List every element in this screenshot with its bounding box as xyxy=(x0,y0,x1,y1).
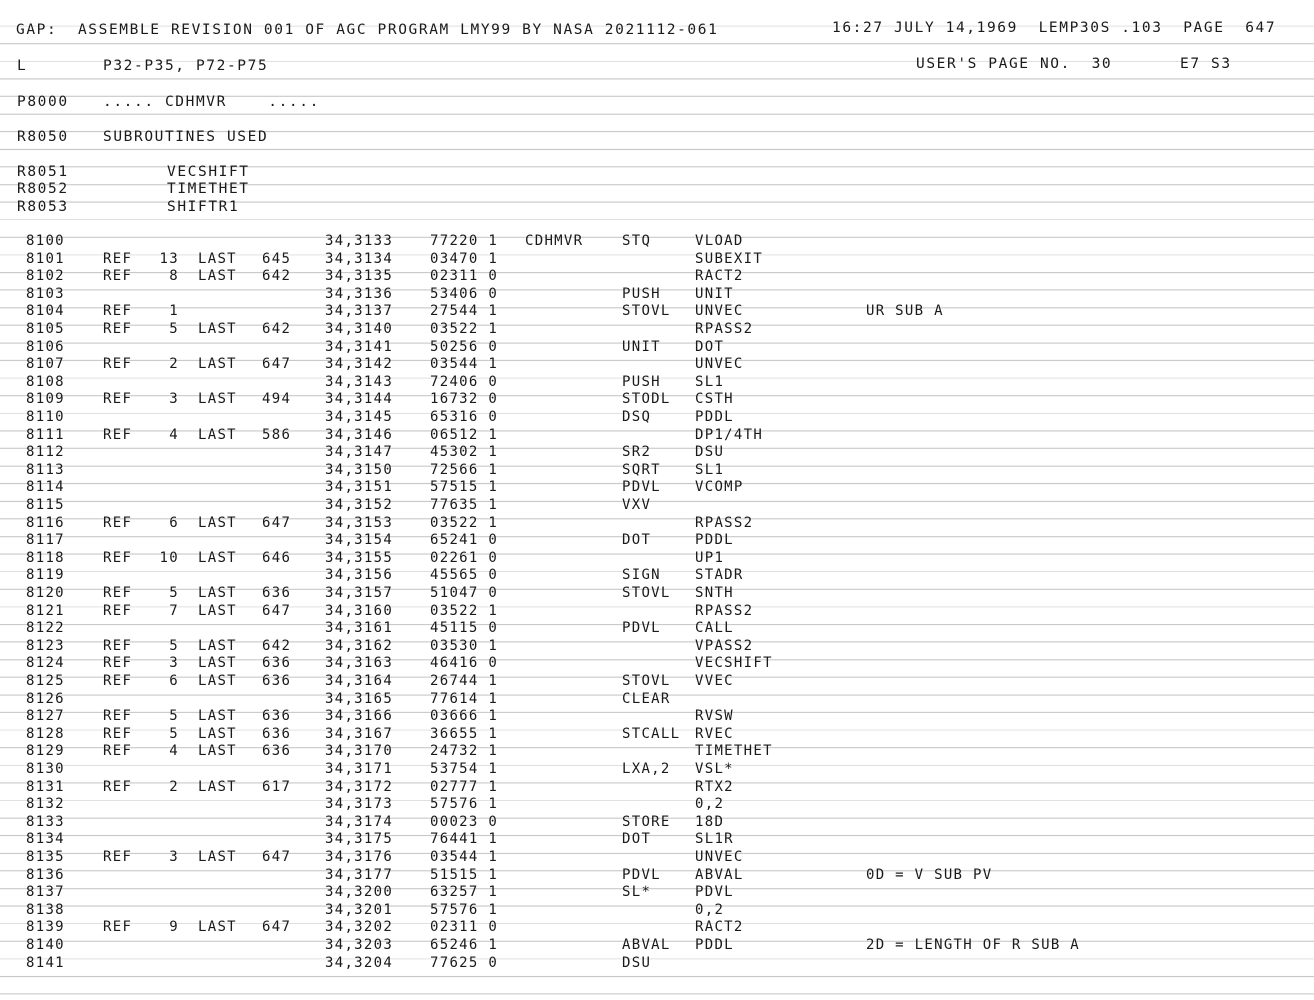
octal-word: 53754 1 xyxy=(430,761,499,777)
octal-word: 45115 0 xyxy=(430,620,499,637)
ref-count: 4 xyxy=(169,743,179,760)
address: 34,3167 xyxy=(325,725,394,742)
line-number: 8112 xyxy=(26,444,65,461)
operand: RPASS2 xyxy=(695,514,754,531)
ref-count: 8 xyxy=(169,268,179,285)
operand: SL1 xyxy=(695,373,725,390)
opcode: ABVAL xyxy=(622,937,671,953)
last-page: 647 xyxy=(262,919,292,936)
last-page: 645 xyxy=(262,250,292,267)
operand: PDDL xyxy=(695,532,734,549)
address: 34,3150 xyxy=(325,461,394,478)
opcode: PUSH xyxy=(622,285,661,302)
address: 34,3174 xyxy=(325,813,394,830)
symbol-label: CDHMVR xyxy=(525,233,584,249)
operand: DP1/4TH xyxy=(695,426,764,443)
line-number: 8137 xyxy=(26,884,65,901)
ref-keyword: REF xyxy=(103,849,133,865)
last-page: 636 xyxy=(262,655,292,672)
line-number: 8100 xyxy=(26,233,65,249)
opcode: PUSH xyxy=(622,373,661,390)
ref-count: 5 xyxy=(169,725,179,742)
operand: PDDL xyxy=(695,937,734,953)
last-keyword: LAST xyxy=(198,602,237,619)
operand: 0,2 xyxy=(695,901,725,918)
octal-word: 03530 1 xyxy=(430,637,499,654)
address: 34,3136 xyxy=(325,285,394,302)
opcode: STOVL xyxy=(622,303,671,320)
ref-count: 2 xyxy=(169,356,179,373)
address: 34,3156 xyxy=(325,567,394,584)
ref-count: 5 xyxy=(169,708,179,725)
line-number: 8113 xyxy=(26,461,65,478)
line-number: 8136 xyxy=(26,866,65,883)
operand: VSL* xyxy=(695,761,734,777)
operand: DSU xyxy=(695,444,725,461)
ref-keyword: REF xyxy=(103,303,133,320)
line-number: 8120 xyxy=(26,585,65,601)
line-number: 8132 xyxy=(26,796,65,813)
last-page: 642 xyxy=(262,268,292,285)
header-left: GAP: ASSEMBLE REVISION 001 OF AGC PROGRAM LMY99 BY NASA 2021112-061 xyxy=(16,22,719,38)
opcode: SR2 xyxy=(622,444,652,461)
operand: SNTH xyxy=(695,585,734,601)
octal-word: 03522 1 xyxy=(430,602,499,619)
line-number: 8118 xyxy=(26,549,65,566)
address: 34,3142 xyxy=(325,356,394,373)
last-page: 636 xyxy=(262,725,292,742)
address: 34,3200 xyxy=(325,884,394,901)
octal-word: 65241 0 xyxy=(430,532,499,549)
opcode: SQRT xyxy=(622,461,661,478)
address: 34,3171 xyxy=(325,761,394,777)
octal-word: 02311 0 xyxy=(430,268,499,285)
ref-count: 6 xyxy=(169,514,179,531)
address: 34,3173 xyxy=(325,796,394,813)
operand: PDVL xyxy=(695,884,734,901)
last-page: 647 xyxy=(262,356,292,373)
operand: 0,2 xyxy=(695,796,725,813)
last-page: 636 xyxy=(262,708,292,725)
octal-word: 57576 1 xyxy=(430,901,499,918)
line-number: 8130 xyxy=(26,761,65,777)
octal-word: 51047 0 xyxy=(430,585,499,601)
opcode: DOT xyxy=(622,831,652,848)
octal-word: 36655 1 xyxy=(430,725,499,742)
user-page-number: USER'S PAGE NO. 30 xyxy=(916,56,1113,72)
subroutines-title: SUBROUTINES USED xyxy=(103,129,269,145)
operand: TIMETHET xyxy=(695,743,773,760)
octal-word: 16732 0 xyxy=(430,391,499,408)
ref-keyword: REF xyxy=(103,514,133,531)
line-number: 8141 xyxy=(26,954,65,971)
octal-word: 65316 0 xyxy=(430,409,499,425)
ref-count: 9 xyxy=(169,919,179,936)
address: 34,3201 xyxy=(325,901,394,918)
line-number: 8117 xyxy=(26,532,65,549)
operand: RTX2 xyxy=(695,778,734,795)
ref-keyword: REF xyxy=(103,250,133,267)
octal-word: 53406 0 xyxy=(430,285,499,302)
line-number: 8140 xyxy=(26,937,65,953)
line-number: 8123 xyxy=(26,637,65,654)
octal-word: 57576 1 xyxy=(430,796,499,813)
opcode: DOT xyxy=(622,532,652,549)
routine-name: ..... CDHMVR ..... xyxy=(103,94,320,110)
last-page: 494 xyxy=(262,391,292,408)
address: 34,3147 xyxy=(325,444,394,461)
octal-word: 77635 1 xyxy=(430,497,499,513)
line-number: 8110 xyxy=(26,409,65,425)
address: 34,3162 xyxy=(325,637,394,654)
ref-count: 5 xyxy=(169,637,179,654)
octal-word: 06512 1 xyxy=(430,426,499,443)
last-page: 586 xyxy=(262,426,292,443)
line-number: 8104 xyxy=(26,303,65,320)
opcode: PDVL xyxy=(622,620,661,637)
ref-keyword: REF xyxy=(103,637,133,654)
operand: SL1 xyxy=(695,461,725,478)
ref-keyword: REF xyxy=(103,356,133,373)
octal-word: 45302 1 xyxy=(430,444,499,461)
address: 34,3140 xyxy=(325,321,394,337)
address: 34,3157 xyxy=(325,585,394,601)
operand: UNVEC xyxy=(695,849,744,865)
octal-word: 02777 1 xyxy=(430,778,499,795)
opcode: STORE xyxy=(622,813,671,830)
line-number: 8106 xyxy=(26,338,65,355)
operand: 18D xyxy=(695,813,725,830)
subroutines-id: R8050 xyxy=(17,129,69,145)
last-page: 647 xyxy=(262,514,292,531)
line-number: 8111 xyxy=(26,426,65,443)
subroutine-id: R8053 xyxy=(17,199,69,215)
line-number: 8116 xyxy=(26,514,65,531)
address: 34,3141 xyxy=(325,338,394,355)
ref-count: 3 xyxy=(169,655,179,672)
operand: VCOMP xyxy=(695,479,744,496)
line-number: 8108 xyxy=(26,373,65,390)
line-number: 8102 xyxy=(26,268,65,285)
octal-word: 51515 1 xyxy=(430,866,499,883)
ref-count: 3 xyxy=(169,391,179,408)
ref-count: 1 xyxy=(169,303,179,320)
line-number: 8129 xyxy=(26,743,65,760)
operand: SUBEXIT xyxy=(695,250,764,267)
opcode: DSQ xyxy=(622,409,652,425)
octal-word: 77625 0 xyxy=(430,954,499,971)
operand: RVSW xyxy=(695,708,734,725)
last-keyword: LAST xyxy=(198,655,237,672)
last-keyword: LAST xyxy=(198,743,237,760)
ref-count: 5 xyxy=(169,321,179,337)
operand: RACT2 xyxy=(695,919,744,936)
operand: RVEC xyxy=(695,725,734,742)
octal-word: 03544 1 xyxy=(430,356,499,373)
line-number: 8121 xyxy=(26,602,65,619)
last-keyword: LAST xyxy=(198,673,237,689)
ref-keyword: REF xyxy=(103,708,133,725)
octal-word: 24732 1 xyxy=(430,743,499,760)
ref-keyword: REF xyxy=(103,426,133,443)
ref-count: 3 xyxy=(169,849,179,865)
address: 34,3203 xyxy=(325,937,394,953)
subroutine-name: TIMETHET xyxy=(167,181,250,197)
address: 34,3164 xyxy=(325,673,394,689)
octal-word: 03470 1 xyxy=(430,250,499,267)
operand: CALL xyxy=(695,620,734,637)
last-keyword: LAST xyxy=(198,268,237,285)
ref-count: 13 xyxy=(159,250,179,267)
comment: 2D = LENGTH OF R SUB A xyxy=(866,937,1081,953)
operand: RACT2 xyxy=(695,268,744,285)
address: 34,3177 xyxy=(325,866,394,883)
last-page: 642 xyxy=(262,321,292,337)
line-number: 8125 xyxy=(26,673,65,689)
ref-keyword: REF xyxy=(103,602,133,619)
address: 34,3151 xyxy=(325,479,394,496)
octal-word: 02311 0 xyxy=(430,919,499,936)
last-keyword: LAST xyxy=(198,585,237,601)
opcode: UNIT xyxy=(622,338,661,355)
ref-keyword: REF xyxy=(103,655,133,672)
line-number: 8139 xyxy=(26,919,65,936)
ref-keyword: REF xyxy=(103,321,133,337)
octal-word: 03666 1 xyxy=(430,708,499,725)
line-number: 8131 xyxy=(26,778,65,795)
ref-count: 5 xyxy=(169,585,179,601)
opcode: STOVL xyxy=(622,673,671,689)
routine-id: P8000 xyxy=(17,94,69,110)
address: 34,3202 xyxy=(325,919,394,936)
operand: VPASS2 xyxy=(695,637,754,654)
subheader-label: L xyxy=(17,58,28,74)
operand: VECSHIFT xyxy=(695,655,773,672)
last-keyword: LAST xyxy=(198,778,237,795)
line-number: 8126 xyxy=(26,690,65,707)
octal-word: 63257 1 xyxy=(430,884,499,901)
octal-word: 27544 1 xyxy=(430,303,499,320)
address: 34,3146 xyxy=(325,426,394,443)
opcode: STQ xyxy=(622,233,652,249)
line-number: 8124 xyxy=(26,655,65,672)
opcode: SL* xyxy=(622,884,652,901)
address: 34,3154 xyxy=(325,532,394,549)
line-number: 8105 xyxy=(26,321,65,337)
last-keyword: LAST xyxy=(198,426,237,443)
operand: VLOAD xyxy=(695,233,744,249)
operand: UNIT xyxy=(695,285,734,302)
operand: SL1R xyxy=(695,831,734,848)
operand: VVEC xyxy=(695,673,734,689)
last-keyword: LAST xyxy=(198,725,237,742)
ref-keyword: REF xyxy=(103,778,133,795)
last-page: 636 xyxy=(262,673,292,689)
ref-keyword: REF xyxy=(103,549,133,566)
octal-word: 77614 1 xyxy=(430,690,499,707)
operand: UNVEC xyxy=(695,356,744,373)
address: 34,3165 xyxy=(325,690,394,707)
page-code: E7 S3 xyxy=(1180,56,1232,72)
line-number: 8114 xyxy=(26,479,65,496)
address: 34,3160 xyxy=(325,602,394,619)
comment: 0D = V SUB PV xyxy=(866,866,993,883)
octal-word: 77220 1 xyxy=(430,233,499,249)
ref-count: 7 xyxy=(169,602,179,619)
address: 34,3175 xyxy=(325,831,394,848)
operand: DOT xyxy=(695,338,725,355)
ref-keyword: REF xyxy=(103,391,133,408)
operand: RPASS2 xyxy=(695,321,754,337)
subroutine-name: SHIFTR1 xyxy=(167,199,240,215)
last-keyword: LAST xyxy=(198,321,237,337)
last-page: 646 xyxy=(262,549,292,566)
ref-count: 10 xyxy=(159,549,179,566)
octal-word: 03522 1 xyxy=(430,514,499,531)
operand: RPASS2 xyxy=(695,602,754,619)
address: 34,3152 xyxy=(325,497,394,513)
section-title: P32-P35, P72-P75 xyxy=(103,58,269,74)
line-number: 8122 xyxy=(26,620,65,637)
line-number: 8128 xyxy=(26,725,65,742)
line-number: 8134 xyxy=(26,831,65,848)
octal-word: 76441 1 xyxy=(430,831,499,848)
line-number: 8115 xyxy=(26,497,65,513)
line-number: 8127 xyxy=(26,708,65,725)
ref-count: 2 xyxy=(169,778,179,795)
opcode: STOVL xyxy=(622,585,671,601)
comment: UR SUB A xyxy=(866,303,944,320)
address: 34,3134 xyxy=(325,250,394,267)
address: 34,3172 xyxy=(325,778,394,795)
line-number: 8107 xyxy=(26,356,65,373)
line-number: 8101 xyxy=(26,250,65,267)
line-number: 8109 xyxy=(26,391,65,408)
subroutine-id: R8051 xyxy=(17,164,69,180)
ref-keyword: REF xyxy=(103,919,133,936)
opcode: PDVL xyxy=(622,479,661,496)
opcode: CLEAR xyxy=(622,690,671,707)
line-number: 8133 xyxy=(26,813,65,830)
opcode: PDVL xyxy=(622,866,661,883)
subroutine-name: VECSHIFT xyxy=(167,164,250,180)
address: 34,3155 xyxy=(325,549,394,566)
address: 34,3143 xyxy=(325,373,394,390)
address: 34,3161 xyxy=(325,620,394,637)
octal-word: 26744 1 xyxy=(430,673,499,689)
last-keyword: LAST xyxy=(198,919,237,936)
ref-count: 6 xyxy=(169,673,179,689)
address: 34,3133 xyxy=(325,233,394,249)
octal-word: 02261 0 xyxy=(430,549,499,566)
ref-keyword: REF xyxy=(103,743,133,760)
line-number: 8119 xyxy=(26,567,65,584)
last-page: 647 xyxy=(262,602,292,619)
opcode: STODL xyxy=(622,391,671,408)
opcode: STCALL xyxy=(622,725,681,742)
line-number: 8135 xyxy=(26,849,65,865)
last-keyword: LAST xyxy=(198,391,237,408)
operand: UNVEC xyxy=(695,303,744,320)
ref-keyword: REF xyxy=(103,268,133,285)
ref-keyword: REF xyxy=(103,585,133,601)
ref-count: 4 xyxy=(169,426,179,443)
last-keyword: LAST xyxy=(198,708,237,725)
operand: UP1 xyxy=(695,549,725,566)
last-page: 636 xyxy=(262,743,292,760)
ref-keyword: REF xyxy=(103,673,133,689)
address: 34,3135 xyxy=(325,268,394,285)
opcode: VXV xyxy=(622,497,652,513)
operand: ABVAL xyxy=(695,866,744,883)
address: 34,3176 xyxy=(325,849,394,865)
last-keyword: LAST xyxy=(198,250,237,267)
octal-word: 65246 1 xyxy=(430,937,499,953)
operand: CSTH xyxy=(695,391,734,408)
opcode: SIGN xyxy=(622,567,661,584)
address: 34,3163 xyxy=(325,655,394,672)
octal-word: 45565 0 xyxy=(430,567,499,584)
opcode: LXA,2 xyxy=(622,761,671,777)
last-keyword: LAST xyxy=(198,514,237,531)
octal-word: 03522 1 xyxy=(430,321,499,337)
header-right: 16:27 JULY 14,1969 LEMP30S .103 PAGE 647 xyxy=(832,20,1277,36)
address: 34,3144 xyxy=(325,391,394,408)
opcode: DSU xyxy=(622,954,652,971)
address: 34,3145 xyxy=(325,409,394,425)
subroutine-id: R8052 xyxy=(17,181,69,197)
address: 34,3166 xyxy=(325,708,394,725)
line-number: 8138 xyxy=(26,901,65,918)
ref-keyword: REF xyxy=(103,725,133,742)
octal-word: 57515 1 xyxy=(430,479,499,496)
last-keyword: LAST xyxy=(198,356,237,373)
operand: PDDL xyxy=(695,409,734,425)
last-page: 617 xyxy=(262,778,292,795)
address: 34,3137 xyxy=(325,303,394,320)
line-number: 8103 xyxy=(26,285,65,302)
address: 34,3204 xyxy=(325,954,394,971)
operand: STADR xyxy=(695,567,744,584)
address: 34,3153 xyxy=(325,514,394,531)
octal-word: 50256 0 xyxy=(430,338,499,355)
octal-word: 00023 0 xyxy=(430,813,499,830)
octal-word: 72566 1 xyxy=(430,461,499,478)
last-keyword: LAST xyxy=(198,637,237,654)
last-page: 647 xyxy=(262,849,292,865)
octal-word: 03544 1 xyxy=(430,849,499,865)
last-keyword: LAST xyxy=(198,849,237,865)
octal-word: 72406 0 xyxy=(430,373,499,390)
last-page: 636 xyxy=(262,585,292,601)
address: 34,3170 xyxy=(325,743,394,760)
last-page: 642 xyxy=(262,637,292,654)
last-keyword: LAST xyxy=(198,549,237,566)
octal-word: 46416 0 xyxy=(430,655,499,672)
